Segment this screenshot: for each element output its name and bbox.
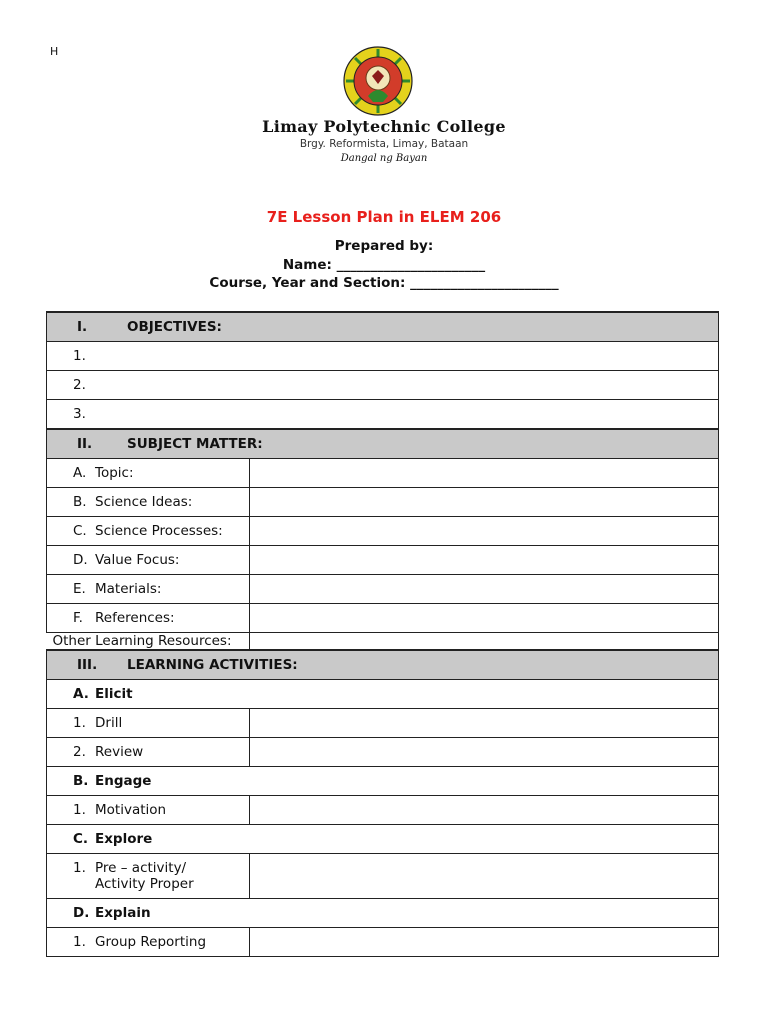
subject-matter-header-row <box>47 429 719 459</box>
group-reporting-input-cell[interactable] <box>250 928 719 957</box>
subject-label <box>47 546 250 575</box>
corner-mark: H <box>50 45 59 58</box>
objective-row <box>47 400 719 430</box>
item-index: 2. <box>73 744 86 760</box>
item-index: 1. <box>73 715 86 731</box>
subject-row-science-ideas <box>47 488 719 517</box>
phase-index: A. <box>73 686 89 702</box>
item-label-line2: Activity Proper <box>95 876 194 892</box>
science-processes-input-cell[interactable] <box>250 517 719 546</box>
review-row <box>47 738 719 767</box>
section-number: III. <box>77 657 98 673</box>
subject-label <box>47 459 250 488</box>
item-label: Science Ideas: <box>95 494 193 510</box>
item-index: D. <box>73 552 88 568</box>
item-label: Review <box>95 744 144 760</box>
learning-activities-header-row <box>47 650 719 680</box>
objective-index: 1. <box>73 348 86 364</box>
phase-title: Explain <box>95 905 151 921</box>
science-ideas-input-cell[interactable] <box>250 488 719 517</box>
explain-heading <box>47 899 719 928</box>
subject-row-topic <box>47 459 719 488</box>
phase-index: B. <box>73 773 89 789</box>
item-index: A. <box>73 465 87 481</box>
subject-label <box>47 488 250 517</box>
subject-label <box>47 604 250 633</box>
objectives-header <box>47 312 719 342</box>
item-label-line1: Pre – activity/ <box>95 860 187 876</box>
other-resources-label: Other Learning Resources: <box>47 633 250 651</box>
prepared-by-label: Prepared by: <box>334 238 434 254</box>
drill-input-cell[interactable] <box>250 709 719 738</box>
item-index: E. <box>73 581 86 597</box>
group-reporting-row <box>47 928 719 957</box>
subject-row-science-processes <box>47 517 719 546</box>
subject-row-materials <box>47 575 719 604</box>
objective-row <box>47 371 719 400</box>
item-label: Group Reporting <box>95 934 207 950</box>
engage-heading <box>47 767 719 796</box>
college-address: Brgy. Reformista, Limay, Bataan <box>299 138 469 150</box>
subject-row-references <box>47 604 719 633</box>
item-label: Motivation <box>95 802 167 818</box>
review-input-cell[interactable] <box>250 738 719 767</box>
explore-heading <box>47 825 719 854</box>
name-line: Name: ______________________ <box>282 257 486 273</box>
elicit-heading <box>47 680 719 709</box>
materials-input-cell[interactable] <box>250 575 719 604</box>
document-title: 7E Lesson Plan in ELEM 206 <box>266 208 502 226</box>
activity-label <box>47 854 250 899</box>
phase-title: Engage <box>95 773 152 789</box>
elicit-row <box>47 680 719 709</box>
other-resources-input-cell[interactable] <box>250 633 719 651</box>
pre-activity-row <box>47 854 719 899</box>
objective-cell[interactable] <box>47 342 719 371</box>
phase-index: C. <box>73 831 89 847</box>
section-title: OBJECTIVES: <box>127 319 222 335</box>
item-label: Value Focus: <box>95 552 180 568</box>
item-index: 1. <box>73 802 86 818</box>
subject-row-value-focus <box>47 546 719 575</box>
college-name: Limay Polytechnic College <box>262 117 506 136</box>
activity-label <box>47 928 250 957</box>
phase-title: Explore <box>95 831 153 847</box>
explain-row <box>47 899 719 928</box>
phase-title: Elicit <box>95 686 133 702</box>
motivation-input-cell[interactable] <box>250 796 719 825</box>
item-label: Science Processes: <box>95 523 223 539</box>
activity-label <box>47 796 250 825</box>
college-seal-logo <box>343 46 413 116</box>
activity-label <box>47 709 250 738</box>
section-title: LEARNING ACTIVITIES: <box>127 657 298 673</box>
objective-cell[interactable] <box>47 371 719 400</box>
item-index: 1. <box>73 934 86 950</box>
subject-matter-header <box>47 429 719 459</box>
motivation-row <box>47 796 719 825</box>
subject-row-other-resources <box>47 633 719 651</box>
drill-row <box>47 709 719 738</box>
item-index: 1. <box>73 860 86 876</box>
objective-index: 3. <box>73 406 86 422</box>
section-number: I. <box>77 319 88 335</box>
pre-activity-input-cell[interactable] <box>250 854 719 899</box>
references-input-cell[interactable] <box>250 604 719 633</box>
subject-label <box>47 575 250 604</box>
item-label: Drill <box>95 715 123 731</box>
item-index: F. <box>73 610 83 626</box>
lesson-plan-table <box>46 311 719 957</box>
item-index: B. <box>73 494 87 510</box>
explore-row <box>47 825 719 854</box>
phase-index: D. <box>73 905 90 921</box>
engage-row <box>47 767 719 796</box>
section-number: II. <box>77 436 93 452</box>
item-label: References: <box>95 610 175 626</box>
item-label: Topic: <box>95 465 134 481</box>
section-title: SUBJECT MATTER: <box>127 436 263 452</box>
objective-index: 2. <box>73 377 86 393</box>
learning-activities-header <box>47 650 719 680</box>
topic-input-cell[interactable] <box>250 459 719 488</box>
objective-cell[interactable] <box>47 400 719 430</box>
college-motto: Dangal ng Bayan <box>340 153 428 164</box>
item-index: C. <box>73 523 87 539</box>
activity-label <box>47 738 250 767</box>
objective-row <box>47 342 719 371</box>
objectives-header-row <box>47 312 719 342</box>
item-label: Materials: <box>95 581 162 597</box>
value-focus-input-cell[interactable] <box>250 546 719 575</box>
course-line: Course, Year and Section: ______________________ <box>209 275 559 291</box>
subject-label <box>47 517 250 546</box>
